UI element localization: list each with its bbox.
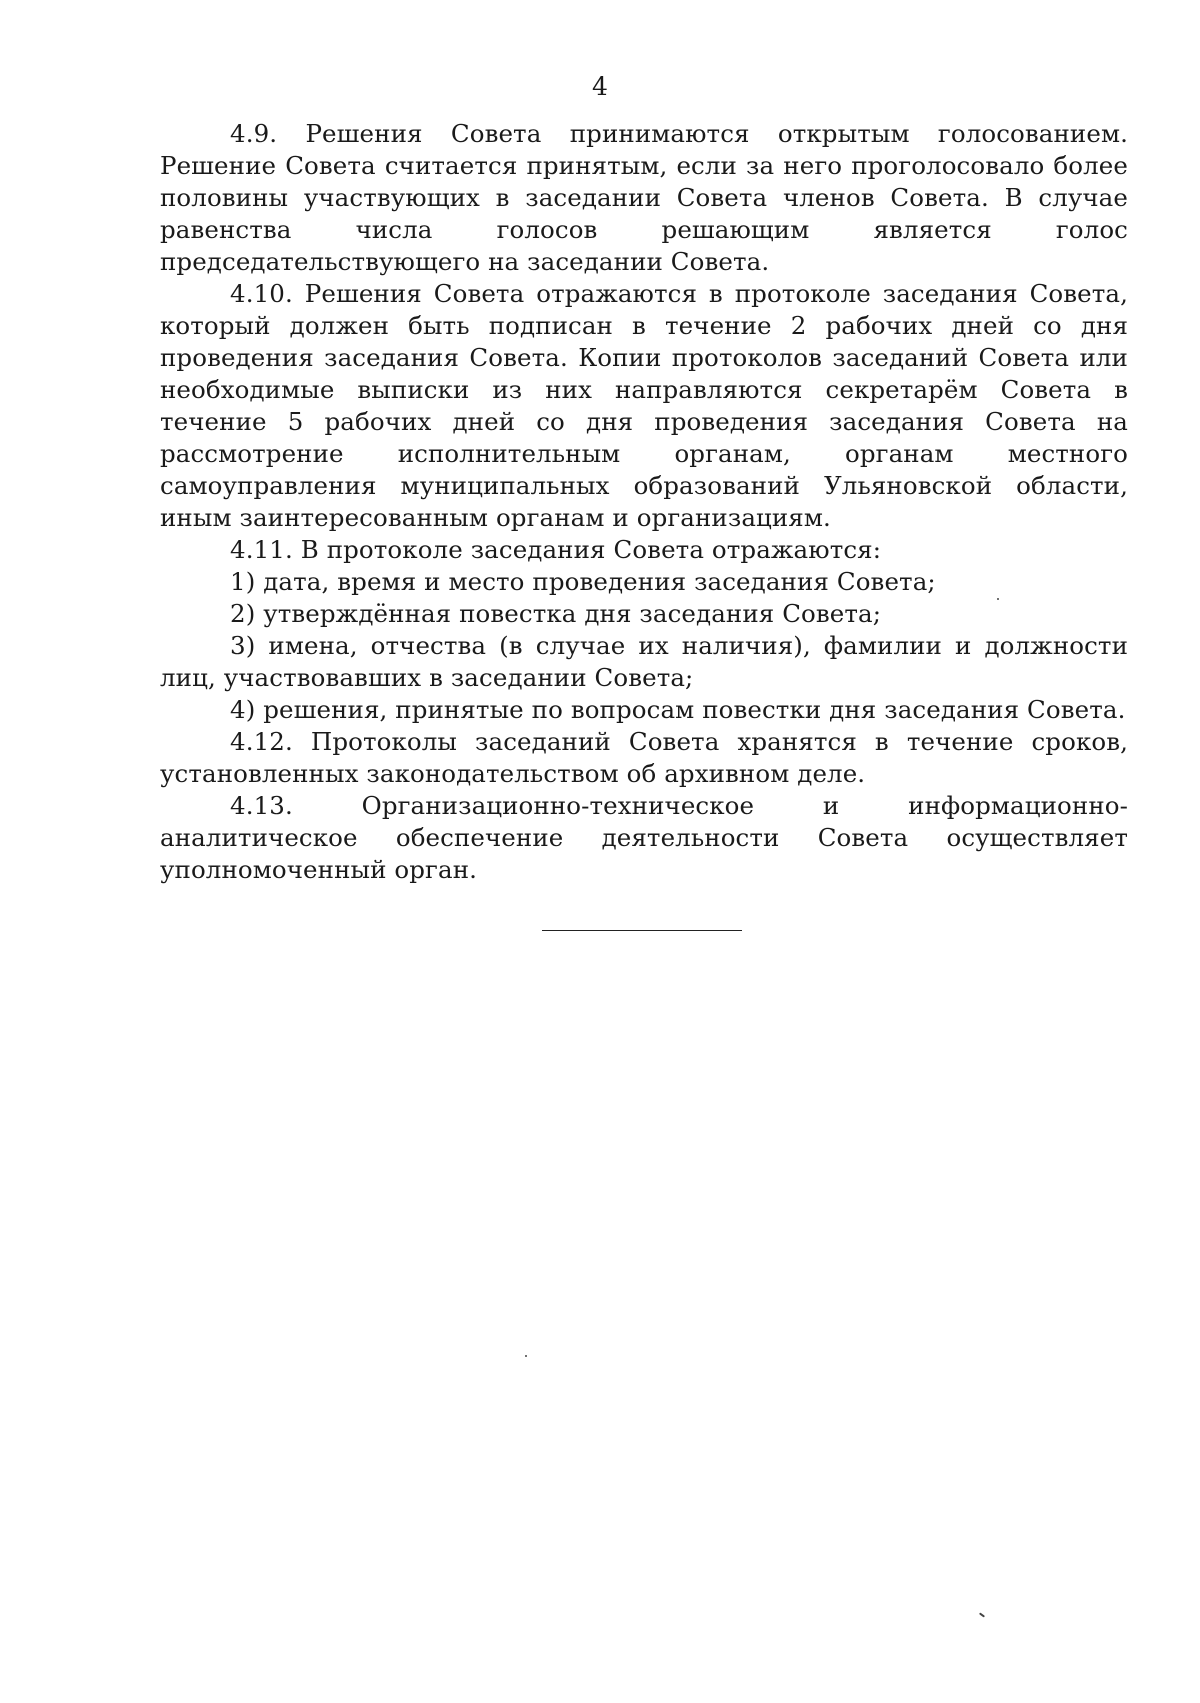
paragraph-4-12: 4.12. Протоколы заседаний Совета хранятся в течение сроков, установленных законодательством об архивном деле.	[160, 727, 1128, 788]
paragraph-4-11: 4.11. В протоколе заседания Совета отражаются:	[230, 535, 882, 564]
list-item-2: 2) утверждённая повестка дня заседания Совета;	[230, 599, 882, 628]
end-of-document-rule	[542, 930, 742, 931]
document-body	[160, 118, 1128, 886]
paragraph-4-13: 4.13. Организационно-техническое и информационно-аналитическое обеспечение деятельности Совета осуществляет уполномоченный орган.	[160, 791, 1128, 884]
paragraph-4-10: 4.10. Решения Совета отражаются в протоколе заседания Совета, который должен быть подписан в течение 2 рабочих дней со дня проведения заседания Совета. Копии протоколов заседаний Совета или необходимые выписки из них направляются секретарём Совета в течение 5 рабочих дней со дня проведения заседания Совета на рассмотрение исполнительным органам, органам местного самоуправления муниципальных образований Ульяновской области, иным заинтересованным органам и организациям.	[160, 279, 1128, 532]
page-number: 4	[592, 72, 608, 101]
list-item-4: 4) решения, принятые по вопросам повестки дня заседания Совета.	[230, 695, 1126, 724]
paragraph-4-9: 4.9. Решения Совета принимаются открытым голосованием. Решение Совета считается принятым, если за него проголосовало более половины участвующих в заседании Совета членов Совета. В случае равенства числа голосов решающим является голос председательствующего на заседании Совета.	[160, 119, 1128, 276]
list-item-1: 1) дата, время и место проведения заседания Совета;	[230, 567, 936, 596]
list-item-3: 3) имена, отчества (в случае их наличия), фамилии и должности лиц, участвовавших в заседании Совета;	[160, 631, 1128, 692]
scan-speck	[979, 1612, 985, 1617]
scan-speck	[997, 598, 999, 600]
scan-speck	[525, 1355, 527, 1357]
